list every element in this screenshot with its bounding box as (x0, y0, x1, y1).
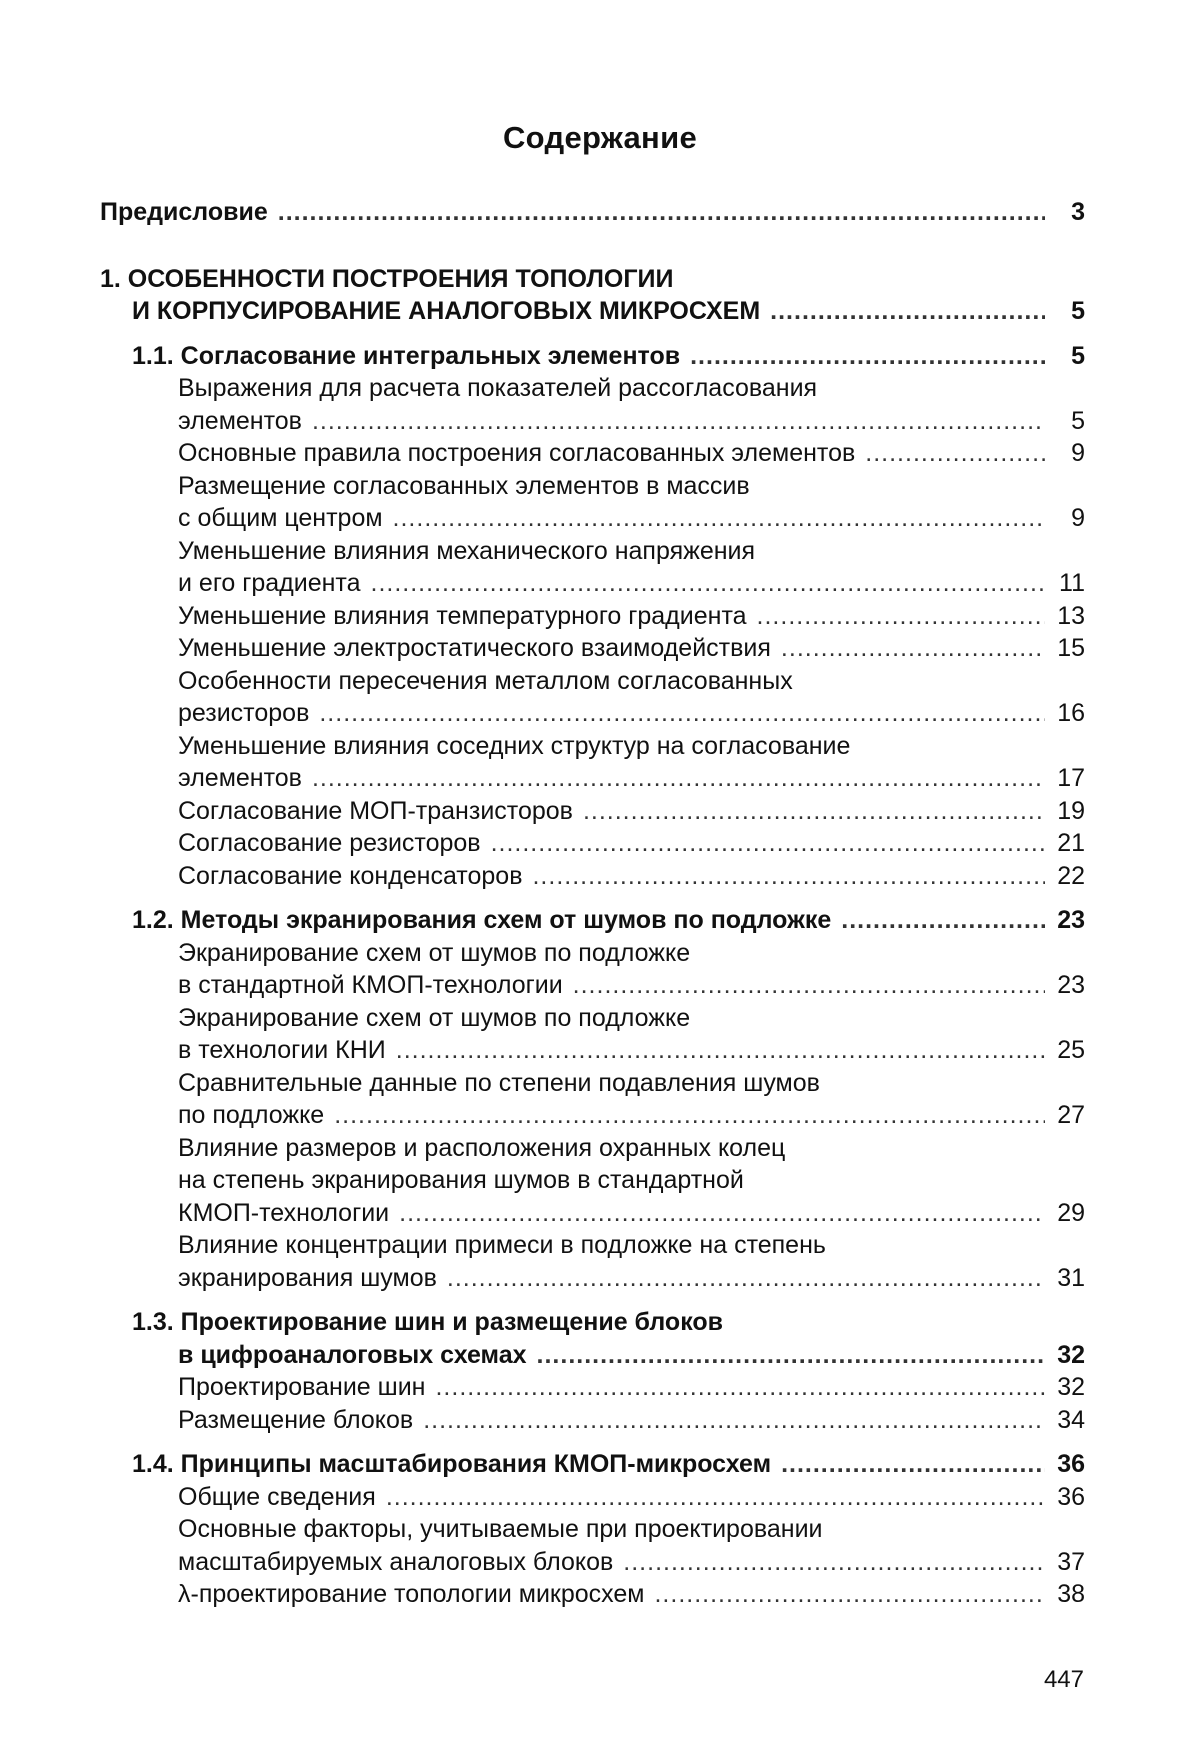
dot-leader (334, 1099, 1045, 1132)
toc-item-line (100, 567, 1085, 600)
toc-entry-label: 1.1. Согласование интегральных элементов (132, 341, 681, 370)
toc-page-number: 23 (1057, 971, 1085, 999)
dot-leader (399, 1197, 1045, 1230)
toc-page-number: 21 (1057, 829, 1085, 857)
toc-page-number: 15 (1057, 634, 1085, 662)
toc-item-line (100, 762, 1085, 795)
toc-section-1-4 (100, 1448, 1085, 1611)
toc-section-1-3 (100, 1306, 1085, 1436)
toc-item-line (100, 1099, 1085, 1132)
toc-item-label: Уменьшение электростатического взаимодействия (178, 634, 771, 662)
toc-item (100, 470, 1085, 535)
toc-entry-line (100, 295, 1085, 328)
dot-leader (841, 904, 1045, 937)
dot-leader (312, 762, 1045, 795)
toc-item-label: в технологии КНИ (178, 1036, 386, 1064)
toc-item (100, 1002, 1085, 1067)
toc-page-number: 16 (1057, 699, 1085, 727)
toc-page-number: 36 (1057, 1482, 1085, 1511)
toc-item-label: Выражения для расчета показателей рассогласования (178, 374, 818, 402)
toc-page-number: 32 (1057, 1373, 1085, 1401)
toc-page-number: 5 (1071, 341, 1085, 370)
toc-item-label: Общие сведения (178, 1482, 376, 1511)
toc-item-label: КМОП-технологии (178, 1198, 390, 1227)
dot-leader (865, 437, 1045, 470)
toc-item (100, 730, 1085, 795)
toc-section-heading (100, 904, 1085, 937)
toc-item (100, 600, 1085, 633)
toc-page-number: 11 (1059, 569, 1085, 597)
toc-page-number: 9 (1071, 504, 1085, 532)
toc-item-label: Сравнительные данные по степени подавления шумов (178, 1068, 820, 1097)
dot-leader (781, 1448, 1045, 1481)
toc-item (100, 665, 1085, 730)
toc-item-line (100, 969, 1085, 1002)
toc-entry-preface (100, 196, 1085, 229)
toc-page-number: 13 (1057, 601, 1085, 630)
dot-leader (386, 1481, 1045, 1514)
dot-leader (435, 1371, 1045, 1404)
toc-item-label: по подложке (178, 1101, 325, 1129)
toc-item-label: Экранирование схем от шумов по подложке (178, 1003, 691, 1032)
toc-page-number: 17 (1057, 764, 1085, 792)
toc-item (100, 632, 1085, 665)
toc-item (100, 1229, 1085, 1294)
toc-item-label: Влияние концентрации примеси в подложке на степень (178, 1231, 826, 1259)
dot-leader (396, 1034, 1045, 1067)
toc-item (100, 1481, 1085, 1514)
toc-page-number: 27 (1057, 1101, 1085, 1129)
dot-leader (781, 632, 1045, 665)
toc-page-number: 22 (1057, 861, 1085, 890)
toc-entry-label: 1.3. Проектирование шин и размещение блоков (132, 1308, 724, 1336)
dot-leader (770, 295, 1045, 328)
toc-item (100, 535, 1085, 600)
toc-section-heading (100, 1339, 1085, 1372)
toc-entry-label: 1.4. Принципы масштабирования КМОП-микросхем (132, 1450, 772, 1478)
page-title: Содержание (503, 120, 697, 155)
toc-item (100, 795, 1085, 828)
toc-entry-label: Предисловие (100, 198, 268, 226)
toc-item-label: Основные правила построения согласованных элементов (178, 439, 856, 467)
dot-leader (312, 405, 1045, 438)
toc-item-label: резисторов (178, 699, 310, 727)
toc-section-1-2 (100, 904, 1085, 1294)
toc-page-number: 29 (1057, 1198, 1085, 1227)
dot-leader (573, 969, 1045, 1002)
toc-item-label: Основные факторы, учитываемые при проектировании (178, 1515, 823, 1543)
dot-leader (319, 697, 1045, 730)
toc-item-label: и его градиента (178, 569, 361, 597)
toc-entry-label: 1. ОСОБЕННОСТИ ПОСТРОЕНИЯ ТОПОЛОГИИ (100, 264, 674, 293)
toc-item-line (100, 1546, 1085, 1579)
toc-item (100, 1067, 1085, 1132)
toc-item-label: Проектирование шин (178, 1373, 426, 1401)
toc-page-number: 3 (1071, 198, 1085, 226)
toc-page-number: 38 (1057, 1580, 1085, 1608)
dot-leader (532, 860, 1045, 893)
dot-leader (690, 340, 1045, 373)
toc-item (100, 372, 1085, 437)
toc-item (100, 1578, 1085, 1611)
toc-item (100, 437, 1085, 470)
toc-entry-label: И КОРПУСИРОВАНИЕ АНАЛОГОВЫХ МИКРОСХЕМ (132, 297, 761, 325)
toc-item-label: Уменьшение влияния механического напряжения (178, 536, 756, 565)
dot-leader (371, 567, 1046, 600)
dot-leader (537, 1339, 1045, 1372)
toc-item (100, 1404, 1085, 1437)
toc-item-label: Размещение согласованных элементов в массив (178, 471, 750, 500)
toc-entry-label: 1.2. Методы экранирования схем от шумов по подложке (132, 906, 832, 934)
dot-leader (423, 1404, 1045, 1437)
toc-item-label: Экранирование схем от шумов по подложке (178, 938, 691, 967)
toc-item-label: Размещение блоков (178, 1405, 414, 1434)
toc-item-label: Влияние размеров и расположения охранных колец (178, 1133, 786, 1162)
toc-page-number: 23 (1057, 906, 1085, 934)
toc-item-line (100, 1034, 1085, 1067)
toc-entry-label: в цифроаналоговых схемах (178, 1340, 527, 1369)
toc-section-heading (100, 340, 1085, 373)
toc-item-label: λ-проектирование топологии микросхем (178, 1580, 645, 1608)
toc-item (100, 937, 1085, 1002)
toc-item-label: элементов (178, 764, 302, 792)
toc-item-label: Согласование МОП-транзисторов (178, 796, 573, 825)
toc-item-label: Согласование конденсаторов (178, 861, 523, 890)
toc-page-number: 36 (1057, 1450, 1085, 1478)
dot-leader (447, 1262, 1045, 1295)
toc-page-number: 5 (1071, 406, 1085, 435)
toc-item-label: с общим центром (178, 504, 383, 532)
toc-item-label: элементов (178, 406, 302, 435)
toc-item (100, 860, 1085, 893)
toc-page-number: 9 (1071, 439, 1085, 467)
toc-item (100, 827, 1085, 860)
toc-entry-chapter-1 (100, 263, 1085, 328)
toc-page-number: 34 (1057, 1405, 1085, 1434)
toc-page-number: 19 (1057, 796, 1085, 825)
toc-item-label: Согласование резисторов (178, 829, 481, 857)
dot-leader (654, 1578, 1045, 1611)
toc-page-number: 5 (1071, 297, 1085, 325)
dot-leader (491, 827, 1045, 860)
toc-item (100, 1371, 1085, 1404)
page-number: 447 (1043, 1666, 1084, 1693)
toc-page-number: 32 (1057, 1340, 1085, 1369)
table-of-contents (100, 196, 1085, 1611)
toc-page-number: 31 (1057, 1263, 1085, 1292)
dot-leader (757, 600, 1045, 633)
toc-item (100, 1513, 1085, 1578)
toc-item-label: на степень экранирования шумов в стандартной (178, 1166, 744, 1194)
dot-leader (623, 1546, 1045, 1579)
toc-page-number: 25 (1057, 1036, 1085, 1064)
toc-item-label: Уменьшение влияния температурного градиента (178, 601, 747, 630)
toc-item-line (100, 502, 1085, 535)
toc-item-line (100, 697, 1085, 730)
toc-item-label: в стандартной КМОП-технологии (178, 971, 563, 999)
toc-item-line (100, 405, 1085, 438)
toc-section-1-1 (100, 340, 1085, 893)
toc-item-label: Уменьшение влияния соседних структур на согласование (178, 731, 851, 760)
toc-item-line (100, 1262, 1085, 1295)
toc-item-label: Особенности пересечения металлом согласованных (178, 666, 793, 695)
dot-leader (393, 502, 1045, 535)
dot-leader (583, 795, 1045, 828)
toc-item-label: экранирования шумов (178, 1263, 437, 1292)
toc-item (100, 1132, 1085, 1230)
toc-page-number: 37 (1057, 1547, 1085, 1576)
toc-item-label: масштабируемых аналоговых блоков (178, 1547, 614, 1576)
toc-item-line (100, 1197, 1085, 1230)
toc-section-heading (100, 1448, 1085, 1481)
dot-leader (278, 196, 1045, 229)
